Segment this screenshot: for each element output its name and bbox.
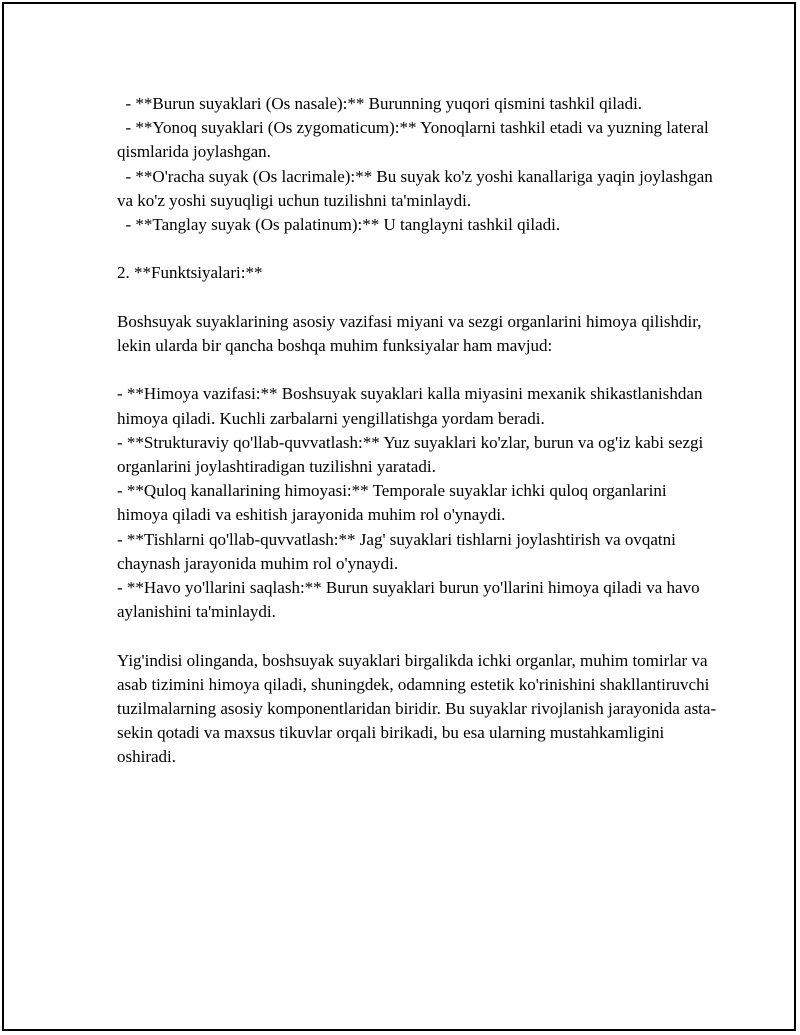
list-item: - **Strukturaviy qo'llab-quvvatlash:** Yuz suyaklari ko'zlar, burun va og'iz kabi sezgi organlarini joylashtiradigan tuzilishni yaratadi. bbox=[117, 432, 708, 476]
document-body bbox=[117, 92, 717, 770]
spacer bbox=[117, 237, 717, 261]
intro-paragraph: Boshsuyak suyaklarining asosiy vazifasi miyani va sezgi organlarini himoya qilishdir, lekin ularda bir qancha boshqa muhim funksiyalar ham mavjud: bbox=[117, 311, 706, 355]
list-item: - **Quloq kanallarining himoyasi:** Temporale suyaklar ichki quloq organlarini himoya qiladi va eshitish jarayonida muhim rol o'ynaydi. bbox=[117, 481, 671, 525]
list-item: - **Himoya vazifasi:** Boshsuyak suyaklari kalla miyasini mexanik shikastlanishdan himoya qiladi. Kuchli zarbalarni yengillatishga yordam beradi. bbox=[117, 384, 707, 428]
list-item: - **Burun suyaklari (Os nasale):** Burunning yuqori qismini tashkil qiladi. bbox=[117, 94, 643, 113]
summary-paragraph: Yig'indisi olinganda, boshsuyak suyaklari birgalikda ichki organlar, muhim tomirlar va asab tizimini himoya qiladi, shuningdek, odamning estetik ko'rinishini shakllantiruvchi tuzilmalarning asosiy komponentlaridan biridir. Bu suyaklar rivojlanish jarayonida asta-sekin qotadi va maxsus tikuvlar orqali birikadi, bu esa ularning mustahkamligini oshiradi. bbox=[117, 650, 717, 767]
function-list bbox=[117, 382, 717, 624]
list-item: - **Tanglay suyak (Os palatinum):** U tanglayni tashkil qiladi. bbox=[117, 215, 561, 235]
list-item: - **Yonoq suyaklari (Os zygomaticum):** Yonoqlarni tashkil etadi va yuzning lateral qismlarida joylashgan. bbox=[117, 118, 714, 162]
section-heading: 2. **Funktsiyalari:** bbox=[117, 263, 263, 283]
list-item: - **Tishlarni qo'llab-quvvatlash:** Jag' suyaklari tishlarni joylashtirish va ovqatni chaynash jarayonida muhim rol o'ynaydi. bbox=[117, 529, 681, 573]
bone-list bbox=[117, 92, 717, 237]
list-item: - **Havo yo'llarini saqlash:** Burun suyaklari burun yo'llarini himoya qiladi va havo aylanishini ta'minlaydi. bbox=[117, 578, 704, 622]
spacer bbox=[117, 624, 717, 648]
list-item: - **O'racha suyak (Os lacrimale):** Bu suyak ko'z yoshi kanallariga yaqin joylashgan va ko'z yoshi suyuqligi uchun tuzilishni ta'minlaydi. bbox=[117, 166, 718, 210]
spacer bbox=[117, 286, 717, 310]
spacer bbox=[117, 358, 717, 382]
